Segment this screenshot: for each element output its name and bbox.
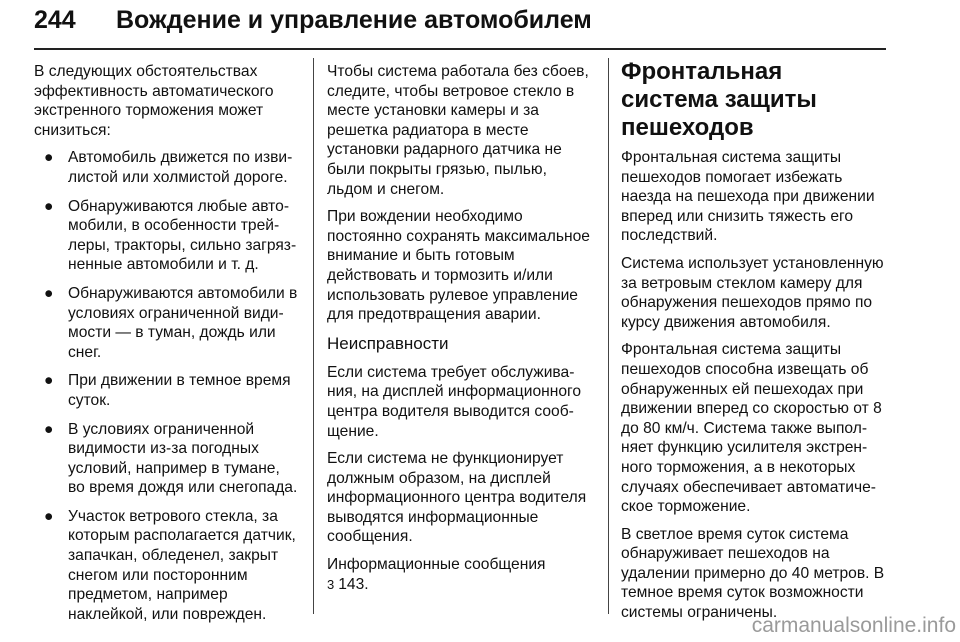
bullet-icon: ● (44, 284, 54, 302)
body-paragraph: Фронтальная система защиты пешеходов способна извещать об обнаруженных ей пешеходах при движении вперед со скоростью от 8 до 80 км/ч. Система также выполняет функцию усилителя экстренного торможения, а в некоторых случаях обеспечивает автоматическое торможение. (621, 341, 882, 516)
body-paragraph: Если система не функционирует должным образом, на дисплей информационного центра водителя выводятся информационные сообщения. (327, 450, 587, 546)
watermark: carmanualsonline.info (751, 614, 956, 637)
chapter-title: Вождение и управление автомобилем (116, 6, 592, 34)
bullet-icon: ● (44, 372, 54, 390)
bullet-icon: ● (44, 149, 54, 167)
body-paragraph: При вождении необходимо постоянно сохранять максимальное внимание и быть готовым действовать и тормозить и/или использовать рулевое управление для предотвращения аварии. (327, 208, 590, 324)
list-item-text: В условиях ограниченной видимости из-за погодных условий, например в тумане, во время дождя или снегопада. (68, 420, 298, 497)
column-right (621, 58, 885, 631)
list-item (34, 197, 300, 275)
cross-reference-icon: 3 (327, 576, 335, 592)
body-paragraph: В светлое время суток система обнаруживает пешеходов на удалении примерно до 40 метров. В темное время суток возможности системы ограничены. (621, 525, 885, 622)
list-item (34, 371, 300, 410)
bullet-icon: ● (44, 420, 54, 438)
list-item (34, 284, 300, 362)
body-paragraph: Если система требует обслуживания, на дисплей информационного центра водителя выводится сообщение. (327, 363, 582, 440)
body-paragraph: Чтобы система работала без сбоев, следите, чтобы ветровое стекло в месте установки камеры и за решетка радиатора в месте установки радарного датчика не были покрыты грязью, пылью, льдом и снегом. (327, 63, 589, 198)
body-paragraph: Система использует установленную за ветровым стеклом камеру для обнаружения пешеходов прямо по курсу движения автомобиля. (621, 254, 884, 331)
reference-label: Информационные сообщения (327, 556, 546, 574)
list-item-text: При движении в темное время суток. (68, 372, 291, 409)
body-paragraph: Фронтальная система защиты пешеходов помогает избежать наезда на пешехода при движении вперед или снизить тяжесть его последствий. (621, 149, 875, 245)
page-number: 244 (34, 6, 76, 34)
list-item (34, 507, 300, 625)
section-heading-malfunctions: Неисправности (327, 333, 449, 353)
column-left (34, 62, 300, 633)
cross-reference-link[interactable]: 143. (338, 575, 369, 593)
info-messages-reference (327, 555, 595, 594)
list-item-text: Обнаруживаются автомобили в условиях ограниченной видимости — в туман, дождь или снег. (68, 284, 298, 361)
header-divider (34, 48, 886, 50)
column-divider (608, 58, 609, 614)
column-middle (327, 62, 595, 594)
bullet-icon: ● (44, 197, 54, 215)
list-item (34, 148, 300, 187)
list-item (34, 420, 300, 498)
conditions-list (34, 148, 300, 624)
list-item-text: Участок ветрового стекла, за которым располагается датчик, запачкан, обледенел, закрыт снегом или посторонним предметом, например наклейкой, или поврежден. (68, 507, 296, 623)
list-item-text: Обнаруживаются любые автомобили, в особенности трейлеры, тракторы, сильно загрязненные автомобили и т. д. (68, 197, 297, 274)
column-divider (313, 58, 314, 614)
intro-paragraph: В следующих обстоятельствах эффективность автоматического экстренного торможения может снизиться: (34, 63, 274, 139)
section-heading-pedestrian-protection: Фронтальная система защиты пешеходов (621, 58, 817, 141)
list-item-text: Автомобиль движется по извилистой или холмистой дороге. (68, 149, 293, 186)
page-header (34, 4, 886, 48)
bullet-icon: ● (44, 507, 54, 525)
